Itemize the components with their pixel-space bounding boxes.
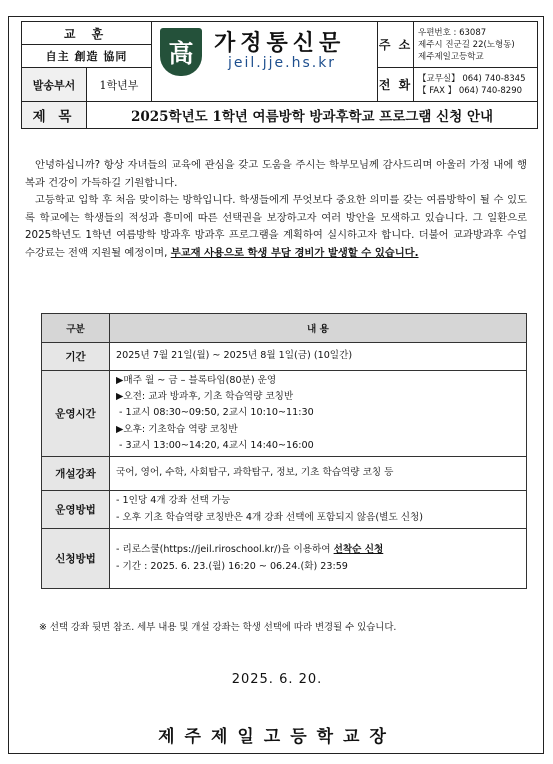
table-row bbox=[42, 371, 527, 457]
document-page bbox=[8, 16, 544, 754]
expense-notice: 부교재 사용으로 학생 부담 경비가 발생할 수 있습니다. bbox=[170, 246, 419, 259]
dept-value: 1학년부 bbox=[87, 68, 152, 102]
footnote: ※ 선택 강좌 뒷면 참조. 세부 내용 및 개설 강좌는 학생 선택에 따라 변경될 수 있습니다. bbox=[39, 622, 397, 633]
apply-value: - 리로스쿨(https://jeil.riroschool.kr/)을 이용하여 선착순 신청 - 기간 : 2025. 6. 23.(월) 16:20 ~ 06.24.(화) 23:59 bbox=[110, 529, 527, 589]
method-label: 운영방법 bbox=[42, 491, 110, 529]
period-value: 2025년 7월 21일(월) ~ 2025년 8월 1일(금) (10일간) bbox=[110, 343, 527, 371]
first-come-notice: 선착순 신청 bbox=[333, 544, 384, 556]
newsletter-banner bbox=[152, 22, 378, 102]
phone-label: 전 화 bbox=[378, 68, 414, 102]
subject-label: 제 목 bbox=[22, 102, 87, 129]
phone-block: 【교무실】 064) 740-8345 【 FAX 】 064) 740-8290 bbox=[414, 68, 538, 102]
method-value: - 1인당 4개 강좌 선택 가능 - 오후 기초 학습역량 코칭반은 4개 강좌 선택에 포함되지 않음(별도 신청) bbox=[110, 491, 527, 529]
table-header-category: 구분 bbox=[42, 314, 110, 343]
courses-value: 국어, 영어, 수학, 사회탐구, 과학탐구, 정보, 기초 학습역량 코칭 등 bbox=[110, 457, 527, 491]
table-row bbox=[42, 491, 527, 529]
school-logo-icon: 高 bbox=[160, 28, 202, 76]
address-label: 주 소 bbox=[378, 22, 414, 68]
motto-label: 교 훈 bbox=[22, 22, 152, 45]
table-row bbox=[42, 343, 527, 371]
program-table bbox=[41, 313, 527, 589]
issue-date: 2025. 6. 20. bbox=[231, 672, 323, 687]
subject-title: 2025학년도 1학년 여름방학 방과후학교 프로그램 신청 안내 bbox=[87, 102, 538, 129]
header-table bbox=[21, 21, 538, 129]
table-header-content: 내 용 bbox=[110, 314, 527, 343]
intro-text bbox=[25, 157, 527, 262]
school-principal: 제주제일고등학교장 bbox=[158, 727, 396, 747]
school-url: jeil.jje.hs.kr bbox=[228, 55, 337, 71]
operation-value: ▶매주 월 ~ 금 – 블록타임(80분) 운영 ▶오전: 교과 방과후, 기초 학습역량 코칭반 - 1교시 08:30~09:50, 2교시 10:10~11:30 ▶오후: 기초학습 역량 코칭반 - 3교시 13:00~14:20, 4교시 14:40~16:00 bbox=[110, 371, 527, 457]
period-label: 기간 bbox=[42, 343, 110, 371]
intro-paragraph-2: 고등학교 입학 후 처음 맞이하는 방학입니다. 학생들에게 무엇보다 중요한 의미를 갖는 여름방학이 될 수 있도록 학교에는 학생들의 적성과 흥미에 따른 선택권을 보장하고자 여러 방안을 모색하고 있습니다. 그 일환으로 2025학년도 1학년 여름방학 방과후 방과후 프로그램을 계획하여 실시하고자 합니다. 더불어 교과방과후 수업 수강료는 전액 지원될 예정이며, 부교재 사용으로 학생 부담 경비가 발생할 수 있습니다. bbox=[25, 194, 527, 259]
table-row bbox=[42, 529, 527, 589]
courses-label: 개설강좌 bbox=[42, 457, 110, 491]
apply-label: 신청방법 bbox=[42, 529, 110, 589]
newsletter-name: 가정통신문 bbox=[214, 31, 346, 56]
table-row bbox=[42, 457, 527, 491]
address-block: 우편번호 : 63087 제주시 진군길 22(노형동) 제주제일고등학교 bbox=[414, 22, 538, 68]
dept-label: 발송부서 bbox=[22, 68, 87, 102]
intro-paragraph-1: 안녕하십니까? 항상 자녀들의 교육에 관심을 갖고 도움을 주시는 학부모님께 감사드리며 아울러 가정 내에 행복과 건강이 가득하길 기원합니다. bbox=[25, 159, 527, 189]
motto-value: 自主 創造 協同 bbox=[22, 45, 152, 68]
operation-label: 운영시간 bbox=[42, 371, 110, 457]
